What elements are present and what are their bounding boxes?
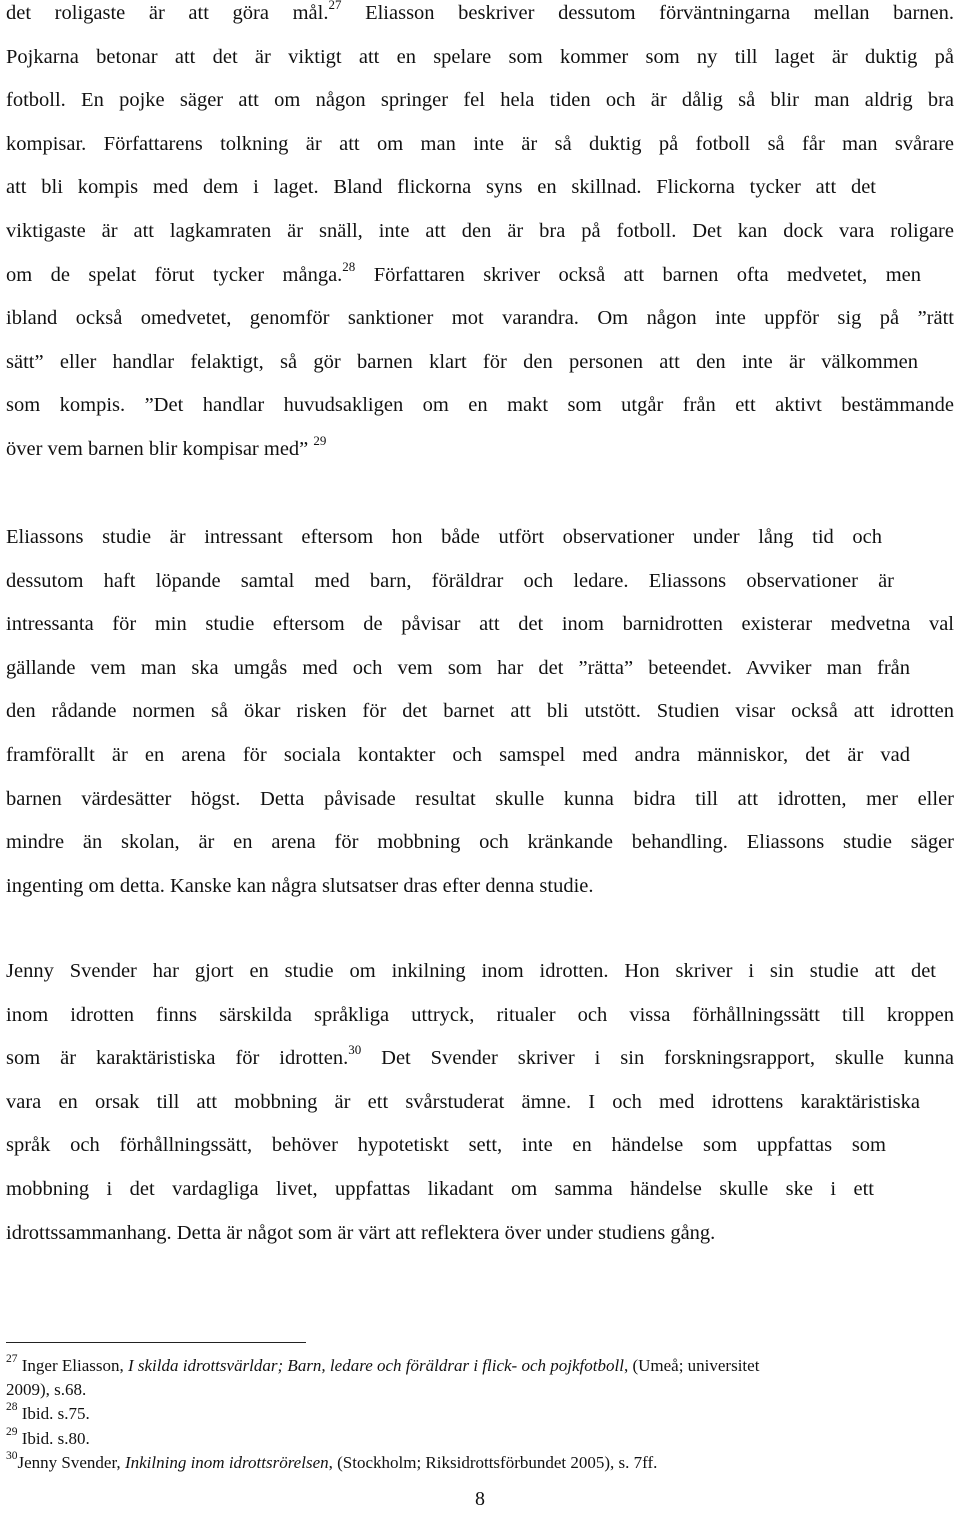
text-run: Pojkarna betonar att det är viktigt att en spelare som kommer som ny till laget är duktig på (6, 45, 954, 68)
text-line: gällande vem man ska umgås med och vem som har det ”rätta” beteendet. Avviker man från (6, 656, 910, 679)
text-line (6, 0, 954, 36)
footnote-27-continuation: 2009), s.68. (6, 1380, 87, 1400)
footnote-separator (6, 1342, 306, 1343)
text-run: viktigaste är att lagkamraten är snäll, inte att den är bra på fotboll. Det kan dock vara roligare (6, 219, 954, 242)
footnote-27 (6, 1354, 946, 1378)
footnote-28 (6, 1402, 946, 1426)
text-line (6, 950, 936, 994)
footnote-title: I skilda idrottsvärldar; Barn, ledare och föräldrar i flick- och pojkfotboll (127, 1356, 624, 1375)
text-run: över vem barnen blir kompisar med” (6, 437, 314, 460)
text-line: den rådande normen så ökar risken för det barnet att bli utstött. Studien visar också att idrotten (6, 700, 954, 723)
text-line (6, 166, 876, 210)
text-run: Eliasson beskriver dessutom förväntningarna mellan barnen. (341, 2, 954, 24)
text-line: Eliassons studie är intressant eftersom hon både utfört observationer under lång tid och (6, 526, 882, 548)
footnote-text: Inger Eliasson, (17, 1356, 128, 1375)
paragraph-2 (6, 516, 954, 908)
text-line: framförallt är en arena för sociala kontakter och samspel med andra människor, det är vad (6, 743, 910, 766)
footnote-text: Jenny Svender, (17, 1452, 125, 1472)
footnote-text: , (Stockholm; Riksidrottsförbundet 2005), s. 7ff. (328, 1452, 658, 1472)
footnote-number: 27 (6, 1353, 18, 1366)
text-line: mindre än skolan, är en arena för mobbning och kränkande behandling. Eliassons studie säger (6, 831, 954, 854)
text-run: ibland också omedvetet, genomför sanktioner mot varandra. Om någon inte uppför sig på ”rätt (6, 307, 954, 330)
text-line (6, 428, 954, 472)
text-run: sätt” eller handlar felaktigt, så gör barnen klart för den personen att den inte är välkommen (6, 350, 918, 373)
text-line (6, 1168, 874, 1212)
text-run: idrottssammanhang. Detta är något som är värt att reflektera över under studiens gång. (6, 1221, 716, 1244)
footnote-text: Ibid. s.80. (17, 1428, 90, 1448)
text-line (6, 1212, 954, 1256)
footnote-number: 29 (6, 1425, 18, 1438)
footnote-number: 28 (6, 1401, 18, 1414)
text-line (6, 254, 921, 298)
text-line: barnen värdesätter högst. Detta påvisade resultat skulle kunna bidra till att idrotten, mer eller (6, 787, 954, 810)
text-line: intressanta för min studie eftersom de påvisar att det inom barnidrotten existerar medvetna val (6, 613, 954, 636)
text-run: det roligaste är att göra mål. (6, 2, 329, 24)
text-line (6, 79, 954, 123)
footnote-ref-28[interactable]: 28 (342, 258, 356, 274)
footnote-text: Ibid. s.75. (17, 1404, 90, 1424)
text-run: vara en orsak till att mobbning är ett svårstuderat ämne. I och med idrottens karaktäristiska (6, 1090, 920, 1113)
footnote-ref-29[interactable]: 29 (313, 433, 327, 449)
footnote-ref-27[interactable]: 27 (328, 0, 342, 13)
page-number: 8 (475, 1488, 485, 1510)
footnote-30 (6, 1451, 946, 1475)
footnote-text: , (Umeå; universitet (623, 1356, 760, 1375)
footnote-29 (6, 1427, 946, 1451)
text-run: som är karaktäristiska för idrotten. (6, 1047, 349, 1070)
text-run: Författaren skriver också att barnen ofta medvetet, men (355, 263, 921, 286)
text-line (6, 1124, 886, 1168)
text-line (6, 210, 954, 254)
text-line (6, 36, 954, 80)
footnote-number: 30 (6, 1449, 18, 1462)
text-run: mobbning i det vardagliga livet, uppfattas likadant om samma händelse skulle ske i ett (6, 1177, 874, 1200)
footnotes (6, 1354, 946, 1475)
text-run: fotboll. En pojke säger att om någon springer fel hela tiden och är dålig så blir man aldrig bra (6, 89, 954, 112)
text-run: Det Svender skriver i sin forskningsrapport, skulle kunna (361, 1047, 954, 1070)
text-run: Jenny Svender har gjort en studie om inkilning inom idrotten. Hon skriver i sin studie att det (6, 960, 936, 982)
text-run: om de spelat förut tycker många. (6, 263, 343, 286)
text-line: dessutom haft löpande samtal med barn, föräldrar och ledare. Eliassons observationer är (6, 569, 894, 592)
text-run: inom idrotten finns särskilda språkliga uttryck, ritualer och vissa förhållningssätt till kroppen (6, 1003, 954, 1026)
text-run: som kompis. ”Det handlar huvudsakligen om en makt som utgår från ett aktivt bestämmande (6, 394, 954, 417)
paragraph-3 (6, 950, 954, 1255)
text-run: språk och förhållningssätt, behöver hypotetiskt sett, inte en händelse som uppfattas som (6, 1134, 886, 1157)
footnote-title: Inkilning inom idrottsrörelsen (124, 1452, 329, 1472)
text-line (6, 384, 954, 428)
text-line (6, 1037, 954, 1081)
text-line: ingenting om detta. Kanske kan några slutsatser dras efter denna studie. (6, 874, 594, 897)
paragraph-1 (6, 0, 954, 472)
text-line (6, 341, 918, 385)
text-line (6, 297, 954, 341)
text-line (6, 123, 954, 167)
text-run: kompisar. Författarens tolkning är att om man inte är så duktig på fotboll så får man svårare (6, 132, 954, 155)
text-line (6, 1081, 920, 1125)
text-run: att bli kompis med dem i laget. Bland flickorna syns en skillnad. Flickorna tycker att det (6, 176, 876, 199)
footnote-ref-30[interactable]: 30 (348, 1042, 362, 1058)
text-line (6, 994, 954, 1038)
